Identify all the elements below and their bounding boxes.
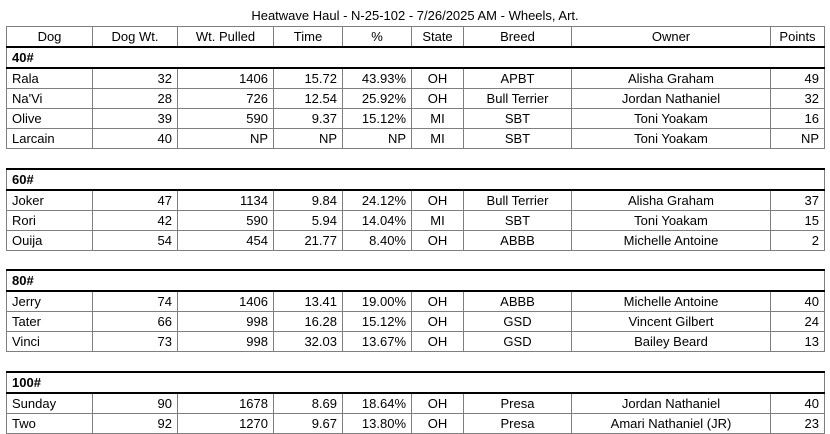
cell-weight-pulled: 1134 bbox=[178, 190, 274, 211]
cell-weight-pulled: 590 bbox=[178, 109, 274, 129]
table-row bbox=[7, 413, 825, 433]
cell-dog: Tater bbox=[7, 312, 93, 332]
cell-points: 23 bbox=[771, 413, 825, 433]
cell-time: NP bbox=[274, 129, 343, 149]
cell-percent: 15.12% bbox=[343, 312, 412, 332]
table-row bbox=[7, 89, 825, 109]
cell-time: 5.94 bbox=[274, 210, 343, 230]
cell-state: OH bbox=[412, 89, 464, 109]
cell-time: 15.72 bbox=[274, 68, 343, 89]
header-time: Time bbox=[274, 27, 343, 48]
cell-dog-weight: 92 bbox=[93, 413, 178, 433]
cell-weight-pulled: 1406 bbox=[178, 68, 274, 89]
table-row bbox=[7, 393, 825, 414]
cell-breed: ABBB bbox=[464, 291, 572, 312]
cell-points: 24 bbox=[771, 312, 825, 332]
cell-breed: SBT bbox=[464, 129, 572, 149]
spacer-row bbox=[7, 250, 825, 270]
cell-owner: Jordan Nathaniel bbox=[572, 393, 771, 414]
header-breed: Breed bbox=[464, 27, 572, 48]
cell-breed: SBT bbox=[464, 109, 572, 129]
cell-points: 37 bbox=[771, 190, 825, 211]
cell-dog: Ouija bbox=[7, 230, 93, 250]
cell-percent: 18.64% bbox=[343, 393, 412, 414]
cell-dog-weight: 42 bbox=[93, 210, 178, 230]
header-weight-pulled: Wt. Pulled bbox=[178, 27, 274, 48]
cell-points: NP bbox=[771, 129, 825, 149]
cell-weight-pulled: 998 bbox=[178, 332, 274, 352]
table-row bbox=[7, 332, 825, 352]
cell-breed: GSD bbox=[464, 312, 572, 332]
cell-breed: Bull Terrier bbox=[464, 89, 572, 109]
cell-percent: 24.12% bbox=[343, 190, 412, 211]
cell-weight-pulled: 454 bbox=[178, 230, 274, 250]
cell-points: 32 bbox=[771, 89, 825, 109]
cell-state: OH bbox=[412, 68, 464, 89]
cell-weight-pulled: 1270 bbox=[178, 413, 274, 433]
cell-time: 9.67 bbox=[274, 413, 343, 433]
table-row bbox=[7, 230, 825, 250]
cell-dog-weight: 39 bbox=[93, 109, 178, 129]
cell-dog: Sunday bbox=[7, 393, 93, 414]
cell-breed: Presa bbox=[464, 413, 572, 433]
header-dog: Dog bbox=[7, 27, 93, 48]
cell-dog: Rala bbox=[7, 68, 93, 89]
cell-dog: Two bbox=[7, 413, 93, 433]
sheet-title: Heatwave Haul - N-25-102 - 7/26/2025 AM - Wheels, Art. bbox=[251, 8, 579, 23]
cell-points: 40 bbox=[771, 393, 825, 414]
cell-state: MI bbox=[412, 210, 464, 230]
cell-state: OH bbox=[412, 230, 464, 250]
cell-dog: Rori bbox=[7, 210, 93, 230]
cell-percent: NP bbox=[343, 129, 412, 149]
weight-class-label: 60# bbox=[7, 169, 825, 190]
cell-time: 12.54 bbox=[274, 89, 343, 109]
cell-percent: 13.67% bbox=[343, 332, 412, 352]
cell-dog-weight: 54 bbox=[93, 230, 178, 250]
cell-points: 15 bbox=[771, 210, 825, 230]
cell-owner: Toni Yoakam bbox=[572, 210, 771, 230]
weight-class-row bbox=[7, 372, 825, 393]
cell-dog-weight: 74 bbox=[93, 291, 178, 312]
spacer-row bbox=[7, 352, 825, 372]
table-row bbox=[7, 129, 825, 149]
weight-class-row bbox=[7, 47, 825, 68]
cell-dog-weight: 73 bbox=[93, 332, 178, 352]
cell-weight-pulled: NP bbox=[178, 129, 274, 149]
cell-breed: Bull Terrier bbox=[464, 190, 572, 211]
cell-dog-weight: 32 bbox=[93, 68, 178, 89]
cell-dog: Joker bbox=[7, 190, 93, 211]
weight-class-label: 40# bbox=[7, 47, 825, 68]
cell-points: 2 bbox=[771, 230, 825, 250]
cell-state: OH bbox=[412, 332, 464, 352]
header-dog-weight: Dog Wt. bbox=[93, 27, 178, 48]
cell-state: MI bbox=[412, 109, 464, 129]
cell-points: 13 bbox=[771, 332, 825, 352]
cell-points: 16 bbox=[771, 109, 825, 129]
cell-time: 8.69 bbox=[274, 393, 343, 414]
cell-weight-pulled: 1406 bbox=[178, 291, 274, 312]
cell-dog-weight: 40 bbox=[93, 129, 178, 149]
table-row bbox=[7, 210, 825, 230]
weight-class-row bbox=[7, 169, 825, 190]
cell-dog: Vinci bbox=[7, 332, 93, 352]
cell-percent: 25.92% bbox=[343, 89, 412, 109]
cell-weight-pulled: 726 bbox=[178, 89, 274, 109]
header-state: State bbox=[412, 27, 464, 48]
cell-points: 40 bbox=[771, 291, 825, 312]
cell-breed: ABBB bbox=[464, 230, 572, 250]
cell-owner: Jordan Nathaniel bbox=[572, 89, 771, 109]
cell-owner: Toni Yoakam bbox=[572, 129, 771, 149]
cell-time: 13.41 bbox=[274, 291, 343, 312]
cell-dog-weight: 47 bbox=[93, 190, 178, 211]
cell-time: 9.84 bbox=[274, 190, 343, 211]
cell-owner: Michelle Antoine bbox=[572, 291, 771, 312]
spacer-row bbox=[7, 149, 825, 169]
results-table bbox=[6, 26, 825, 434]
cell-dog: Larcain bbox=[7, 129, 93, 149]
cell-breed: GSD bbox=[464, 332, 572, 352]
cell-percent: 14.04% bbox=[343, 210, 412, 230]
header-row bbox=[7, 27, 825, 48]
cell-dog-weight: 28 bbox=[93, 89, 178, 109]
cell-weight-pulled: 590 bbox=[178, 210, 274, 230]
cell-owner: Toni Yoakam bbox=[572, 109, 771, 129]
header-owner: Owner bbox=[572, 27, 771, 48]
table-row bbox=[7, 190, 825, 211]
cell-state: OH bbox=[412, 190, 464, 211]
cell-owner: Vincent Gilbert bbox=[572, 312, 771, 332]
table-row bbox=[7, 68, 825, 89]
header-points: Points bbox=[771, 27, 825, 48]
cell-percent: 8.40% bbox=[343, 230, 412, 250]
cell-owner: Amari Nathaniel (JR) bbox=[572, 413, 771, 433]
weight-class-row bbox=[7, 270, 825, 291]
cell-state: OH bbox=[412, 312, 464, 332]
cell-dog: Jerry bbox=[7, 291, 93, 312]
cell-breed: SBT bbox=[464, 210, 572, 230]
cell-dog: Na'Vi bbox=[7, 89, 93, 109]
header-percent: % bbox=[343, 27, 412, 48]
cell-time: 16.28 bbox=[274, 312, 343, 332]
cell-owner: Alisha Graham bbox=[572, 190, 771, 211]
cell-time: 9.37 bbox=[274, 109, 343, 129]
cell-breed: Presa bbox=[464, 393, 572, 414]
cell-dog-weight: 66 bbox=[93, 312, 178, 332]
cell-breed: APBT bbox=[464, 68, 572, 89]
table-row bbox=[7, 291, 825, 312]
cell-time: 21.77 bbox=[274, 230, 343, 250]
cell-percent: 15.12% bbox=[343, 109, 412, 129]
cell-state: OH bbox=[412, 291, 464, 312]
weight-class-label: 80# bbox=[7, 270, 825, 291]
table-row bbox=[7, 109, 825, 129]
cell-weight-pulled: 998 bbox=[178, 312, 274, 332]
cell-percent: 13.80% bbox=[343, 413, 412, 433]
cell-points: 49 bbox=[771, 68, 825, 89]
cell-state: MI bbox=[412, 129, 464, 149]
cell-dog: Olive bbox=[7, 109, 93, 129]
cell-percent: 43.93% bbox=[343, 68, 412, 89]
cell-time: 32.03 bbox=[274, 332, 343, 352]
cell-state: OH bbox=[412, 413, 464, 433]
cell-owner: Alisha Graham bbox=[572, 68, 771, 89]
table-row bbox=[7, 312, 825, 332]
cell-state: OH bbox=[412, 393, 464, 414]
cell-owner: Bailey Beard bbox=[572, 332, 771, 352]
cell-owner: Michelle Antoine bbox=[572, 230, 771, 250]
cell-weight-pulled: 1678 bbox=[178, 393, 274, 414]
cell-percent: 19.00% bbox=[343, 291, 412, 312]
cell-dog-weight: 90 bbox=[93, 393, 178, 414]
weight-class-label: 100# bbox=[7, 372, 825, 393]
